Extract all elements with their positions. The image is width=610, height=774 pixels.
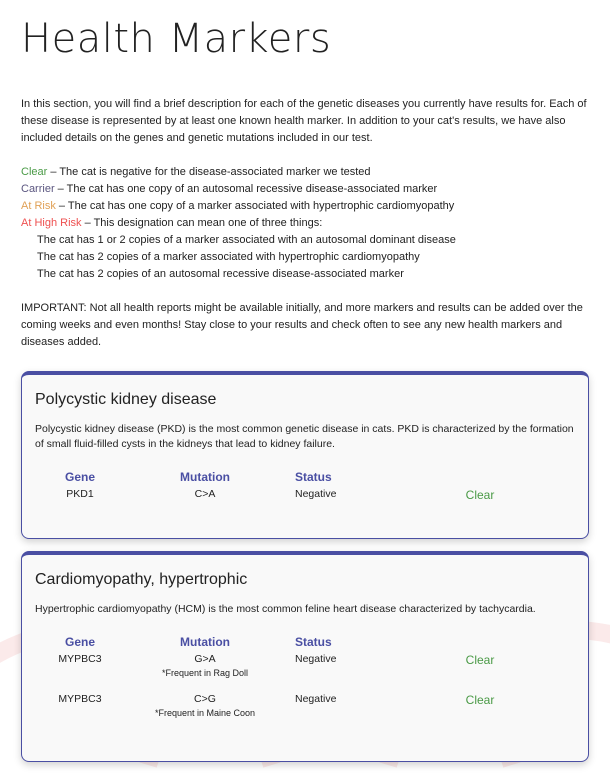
legend-clear: Clear – The cat is negative for the disease-associated marker we tested — [21, 166, 371, 178]
table-row — [35, 488, 525, 512]
result-badge: Clear — [465, 488, 495, 502]
disease-card-pkd — [21, 371, 589, 539]
table-header — [35, 631, 525, 653]
mutation-cell: C>G *Frequent in Maine Coon — [115, 693, 295, 733]
gene-cell: MYPBC3 — [58, 653, 102, 665]
disease-card-hcm — [21, 551, 589, 762]
column-mutation: Mutation — [180, 470, 230, 484]
column-gene: Gene — [64, 635, 95, 649]
disease-name: Polycystic kidney disease — [35, 391, 217, 408]
disease-description: Polycystic kidney disease (PKD) is the most common genetic disease in cats. PKD is characterized by the formation of small fluid-filled cysts in the kidneys that lead to kidney failure. — [35, 423, 574, 450]
marker-table — [35, 466, 525, 512]
status-cell: Negative — [295, 488, 337, 500]
disease-name: Cardiomyopathy, hypertrophic — [35, 571, 248, 588]
mutation-cell: C>A — [194, 488, 216, 500]
table-header — [35, 466, 525, 488]
legend-high-risk: At High Risk – This designation can mean one of three things: — [21, 217, 323, 229]
column-status: Status — [295, 470, 332, 484]
intro-text: In this section, you will find a brief description for each of the genetic diseases you currently have results for. Each of these disease is represented by at least one known health marker. In addition to your cat's results, we have also included details on the genes and genetic mutations included in our test. — [21, 98, 587, 144]
column-gene: Gene — [64, 470, 95, 484]
result-badge: Clear — [465, 693, 495, 707]
disease-description: Hypertrophic cardiomyopathy (HCM) is the most common feline heart disease characterized by tachycardia. — [35, 603, 536, 615]
high-risk-item: The cat has 2 copies of a marker associated with hypertrophic cardiomyopathy — [37, 251, 420, 263]
status-legend — [21, 164, 589, 283]
table-row — [35, 653, 525, 693]
high-risk-item: The cat has 1 or 2 copies of a marker associated with an autosomal dominant disease — [37, 234, 456, 246]
column-status: Status — [295, 635, 332, 649]
important-notice: IMPORTANT: Not all health reports might be available initially, and more markers and results can be added over the coming weeks and even months! Stay close to your results and check often to see any new health markers and diseases added. — [21, 302, 583, 348]
mutation-note: *Frequent in Rag Doll — [161, 668, 249, 678]
page-title: Health Markers — [21, 16, 332, 62]
mutation-note: *Frequent in Maine Coon — [154, 708, 256, 718]
high-risk-item: The cat has 2 copies of an autosomal recessive disease-associated marker — [37, 268, 404, 280]
gene-cell: MYPBC3 — [58, 693, 102, 705]
table-row — [35, 693, 525, 733]
gene-cell: PKD1 — [66, 488, 94, 500]
result-badge: Clear — [465, 653, 495, 667]
column-mutation: Mutation — [180, 635, 230, 649]
status-cell: Negative — [295, 653, 337, 665]
mutation-cell: G>A *Frequent in Rag Doll — [115, 653, 295, 693]
status-cell: Negative — [295, 693, 337, 705]
legend-carrier: Carrier – The cat has one copy of an autosomal recessive disease-associated marker — [21, 183, 438, 195]
marker-table — [35, 631, 525, 733]
legend-at-risk: At Risk – The cat has one copy of a marker associated with hypertrophic cardiomyopathy — [21, 200, 455, 212]
